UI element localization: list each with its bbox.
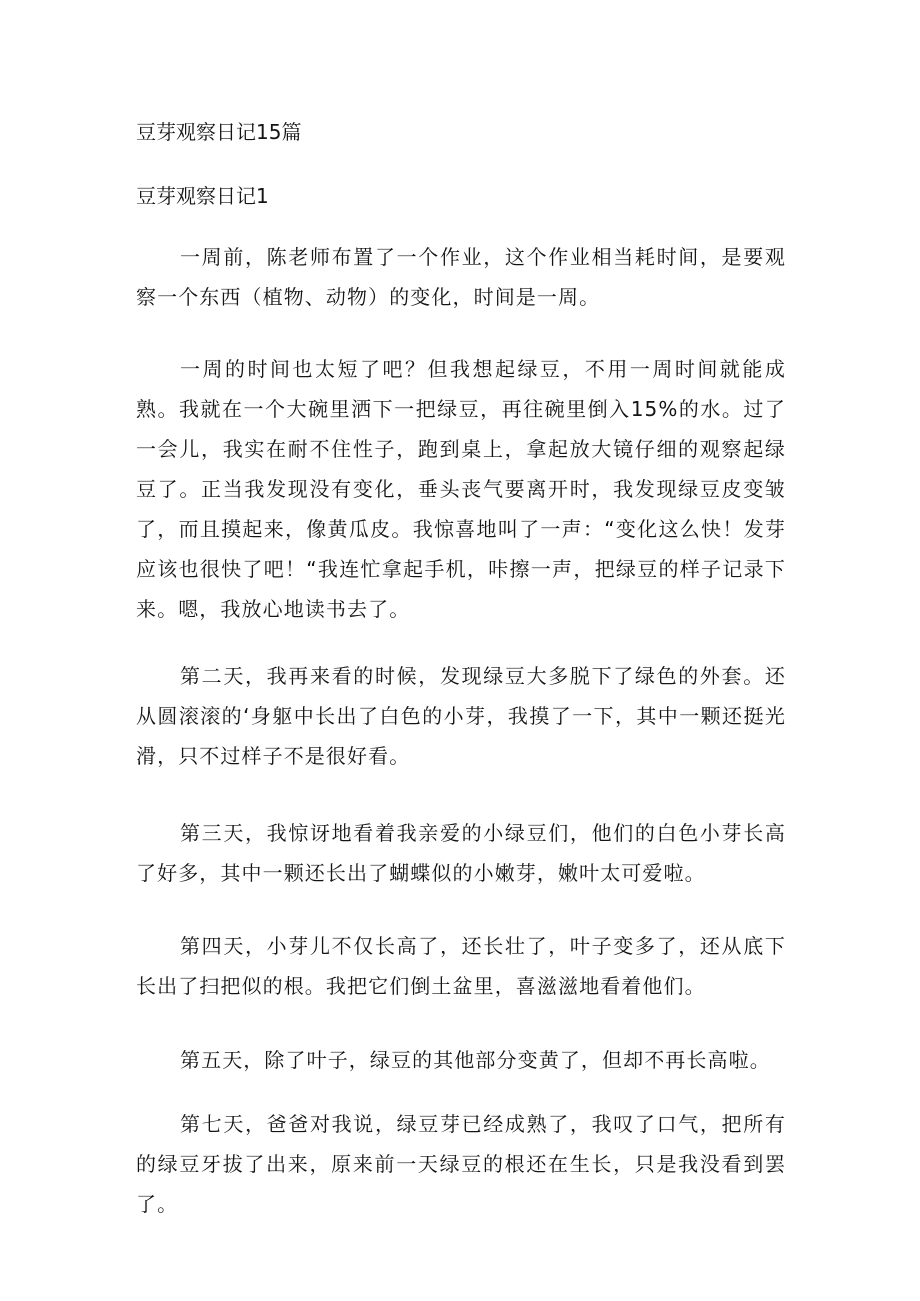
paragraph-day-one: 一周的时间也太短了吧？但我想起绿豆，不用一周时间就能成熟。我就在一个大碗里洒下一把绿豆，再往碗里倒入15%的水。过了一会儿，我实在耐不住性子，跑到桌上，拿起放大镜仔细的观察起绿豆了。正当我发现没有变化，垂头丧气要离开时，我发现绿豆皮变皱了，而且摸起来，像黄瓜皮。我惊喜地叫了一声：“变化这么快！发芽应该也很快了吧！“我连忙拿起手机，咔擦一声，把绿豆的样子记录下来。嗯，我放心地读书去了。: [136, 357, 786, 621]
entry-title: 豆芽观察日记1: [136, 184, 269, 208]
paragraph-day-four: 第四天，小芽儿不仅长高了，还长壮了，叶子变多了，还从底下长出了扫把似的根。我把它们倒土盆里，喜滋滋地看着他们。: [136, 934, 786, 998]
paragraph-day-two: 第二天，我再来看的时候，发现绿豆大多脱下了绿色的外套。还从圆滚滚的‘身躯中长出了白色的小芽，我摸了一下，其中一颗还挺光滑，只不过样子不是很好看。: [136, 664, 786, 768]
paragraph-day-three: 第三天，我惊讶地看着我亲爱的小绿豆们，他们的白色小芽长高了好多，其中一颗还长出了蝴蝶似的小嫩芽，嫩叶太可爱啦。: [136, 821, 786, 885]
paragraph-day-seven: 第七天，爸爸对我说，绿豆芽已经成熟了，我叹了口气，把所有的绿豆牙拔了出来，原来前一天绿豆的根还在生长，只是我没看到罢了。: [136, 1112, 786, 1216]
paragraph-day-five: 第五天，除了叶子，绿豆的其他部分变黄了，但却不再长高啦。: [180, 1048, 771, 1072]
paragraph-intro: 一周前，陈老师布置了一个作业，这个作业相当耗时间，是要观察一个东西（植物、动物）的变化，时间是一周。: [136, 245, 786, 309]
document-title: 豆芽观察日记15篇: [136, 120, 302, 144]
